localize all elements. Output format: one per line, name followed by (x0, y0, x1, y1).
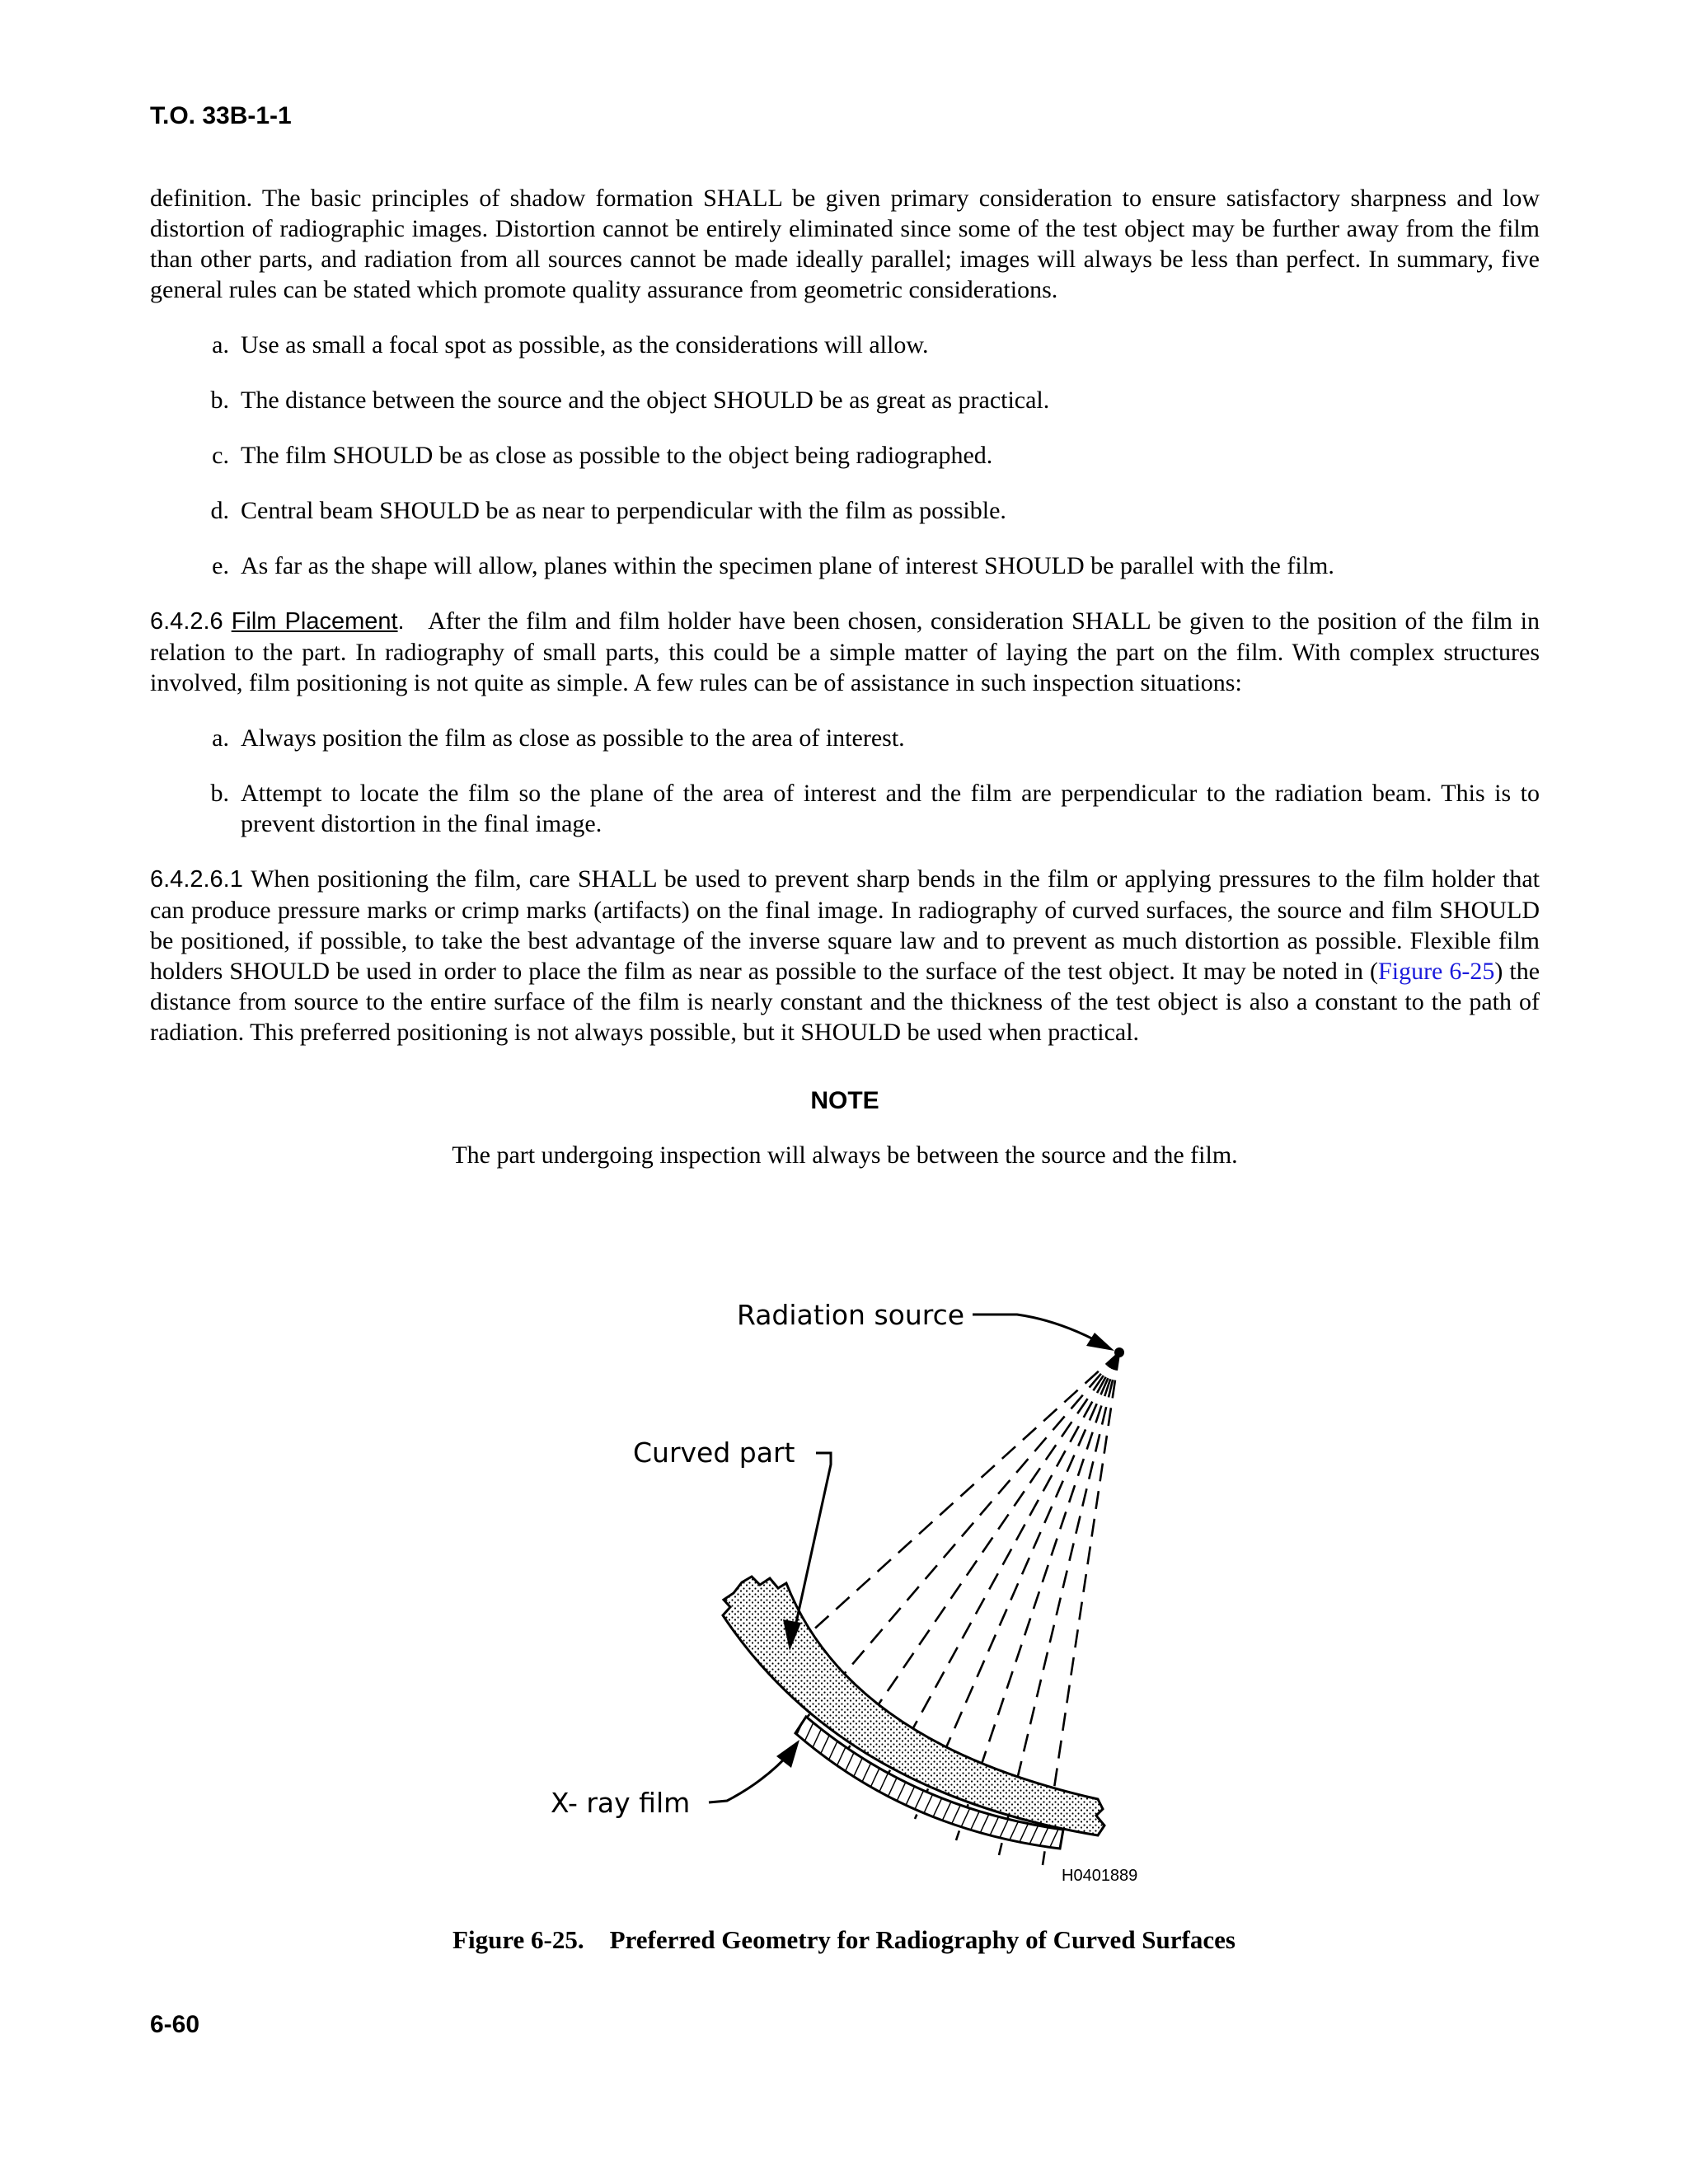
note-text: The part undergoing inspection will always be between the source and the film. (452, 1141, 1238, 1169)
list-item (150, 723, 1540, 753)
list-item-label: e. (212, 552, 229, 579)
list-item-label: a. (212, 331, 229, 359)
page-number: 6-60 (150, 2011, 200, 2038)
geometric-rules-list (150, 330, 1540, 581)
list-item-label: b. (210, 387, 229, 414)
page-body (150, 183, 1540, 1170)
list-item-label: c. (212, 442, 229, 469)
list-item-text: The distance between the source and the object SHOULD be as great as practical. (241, 387, 1050, 414)
list-item-label: d. (210, 497, 229, 524)
intro-paragraph: definition. The basic principles of shadow formation SHALL be given primary consideration to ensure satisfactory sharpness and low distortion of radiographic images. Distortion cannot be entirely eliminated since some of the test object may be further away from the film than other parts, and radiation from all sources cannot be made ideally parallel; images will always be less than perfect. In summary, five general rules can be stated which promote quality assurance from geometric considerations. (150, 185, 1540, 303)
figure-reference-link[interactable]: Figure 6-25 (1378, 958, 1495, 985)
section-title-punct: . (397, 608, 405, 635)
placement-rules-list (150, 723, 1540, 839)
list-item (150, 330, 1540, 360)
list-item (150, 440, 1540, 471)
radiation-source-leader (973, 1315, 1109, 1347)
positioning-paragraph (150, 864, 1540, 1047)
list-item-label: b. (210, 780, 229, 807)
figure-caption: Figure 6-25. Preferred Geometry for Radiography of Curved Surfaces (452, 1925, 1236, 1954)
section-number: 6.4.2.6.1 (150, 866, 243, 893)
list-item (150, 495, 1540, 526)
curved-surface-radiography-figure (495, 1282, 1203, 1900)
list-item-label: a. (212, 724, 229, 752)
list-item (150, 551, 1540, 581)
list-item-text: Use as small a focal spot as possible, as the considerations will allow. (241, 331, 929, 359)
x-ray-film-label: X- ray film (551, 1787, 691, 1819)
list-item-text: Always position the film as close as possible to the area of interest. (241, 724, 905, 752)
radiation-source-label: Radiation source (737, 1299, 965, 1331)
list-item (150, 385, 1540, 415)
list-item-text: The film SHOULD be as close as possible to the object being radiographed. (241, 442, 993, 469)
list-item (150, 778, 1540, 839)
section-text: When positioning the film, care SHALL be used to prevent sharp bends in the film or applying pressures to the film holder that can produce pressure marks or crimp marks (artifacts) on the final image. In radiography of curved surfaces, the source and film SHOULD be positioned, if possible, to take the best advantage of the inverse square law and to prevent as much distortion as possible. Flexible film holders SHOULD be used in order to place the film as near as possible to the surface of the test object. It may be noted in ( (150, 865, 1540, 985)
film-placement-paragraph (150, 606, 1540, 698)
section-text-continued: ) the distance from source to the entire surface of the film is nearly constant and the thickness of the test object is also a constant to the path of radiation. This preferred positioning is not always possible, but it SHOULD be used when practical. (150, 958, 1540, 1046)
list-item-text: Central beam SHOULD be as near to perpendicular with the film as possible. (241, 497, 1006, 524)
section-number: 6.4.2.6 (150, 608, 223, 635)
curved-part-leader (793, 1453, 831, 1638)
note-heading: NOTE (810, 1087, 879, 1114)
list-item-text: Attempt to locate the film so the plane of the area of interest and the film are perpendicular to the radiation beam. This is to prevent distortion in the final image. (241, 780, 1540, 837)
curved-part-label: Curved part (633, 1436, 795, 1469)
arrowhead-icon (1086, 1333, 1114, 1351)
section-title: Film Placement (231, 608, 398, 635)
figure-id: H0401889 (1062, 1867, 1138, 1885)
document-id-header: T.O. 33B-1-1 (150, 102, 292, 129)
radiation-source-point (1114, 1347, 1124, 1357)
list-item-text: As far as the shape will allow, planes within the specimen plane of interest SHOULD be parallel with the film. (241, 552, 1334, 579)
section-text: After the film and film holder have been chosen, consideration SHALL be given to the position of the film in relation to the part. In radiography of small parts, this could be a simple matter of laying the part on the film. With complex structures involved, film positioning is not quite as simple. A few rules can be of assistance in such inspection situations: (150, 607, 1540, 696)
